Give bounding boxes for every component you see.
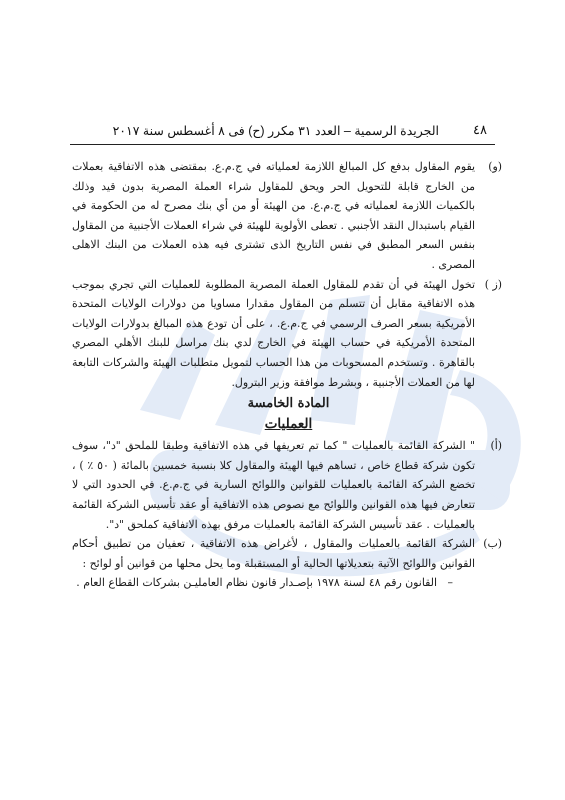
clause-text: يقوم المقاول بدفع كل المبالغ اللازمة لعملياته في ج.م.ع. بمقتضى هذه الاتفاقية بعملات من الخارج قابلة للتحويل الحر ويحق للمقاول شراء العملة المصرية بدون قيد وذلك بالكميات اللازمة لعملياته في ج.م.ع. من الهيئة أو من أي بنك مصرح له من الحكومة في القيام باستبدال النقد الأجنبي . تعطى الأولوية للهيئة في شراء العملات الأجنبية من المقاول بنفس السعر المطبق في نفس التاريخ الذى تشترى فيه هذه العملات من البنك الاهلى المصرى . — [72, 160, 475, 271]
clause-marker: (و) — [488, 160, 502, 173]
clause-w — [72, 157, 505, 275]
item-a — [72, 436, 505, 534]
item-b — [72, 534, 505, 593]
page-header — [70, 122, 487, 142]
clause-z — [72, 275, 505, 393]
sub-item — [72, 573, 475, 593]
header-title: الجريدة الرسمية – العدد ٣١ مكرر (ح) فى ٨ أغسطس سنة ٢٠١٧ — [112, 124, 439, 138]
page-number: ٤٨ — [473, 122, 487, 137]
clause-marker: (ز ) — [484, 277, 502, 291]
article-title: المادة الخامسة — [247, 396, 330, 412]
sub-item-text: القانون رقم ٤٨ لسنة ١٩٧٨ بإصـدار قانون نظام العامليـن بشركات القطاع العام . — [76, 576, 437, 590]
article-subtitle: العمليات — [264, 416, 313, 433]
item-marker: (أ) — [490, 439, 502, 453]
item-text: " الشركة القائمة بالعمليات " كما تم تعريفها في هذه الاتفاقية وطبقا للملحق "د"، سوف تكون شركة قطاع خاص ، تساهم فيها الهيئة والمقاول كلا بنسبة خمسين بالمائة ( ٥٠ ٪ ) ، تخضع الشركة القائمة بالعمليات للقوانين واللوائح السارية في ج.م.ع. في الحدود التي لا تتعارض فيها هذه القوانين واللوائح مع نصوص هذه الاتفاقية أو عقد تأسيس الشركة القائمة بالعمليات . عقد تأسيس الشركة القائمة بالعمليات مرفق بهذه الاتفاقية كملحق "د". — [72, 439, 475, 531]
sub-item-dash: – — [447, 576, 453, 590]
item-text: الشركة القائمة بالعمليات والمقاول ، لأغراض هذه الاتفاقية ، تعفيان من تطبيق أحكام القوانين واللوائح الآتية بتعديلاتها الحالية أو المستقبلة وما يحل محلها من قوانين أو لوائح : — [72, 537, 475, 570]
header-rule — [70, 144, 495, 145]
clause-text: تخول الهيئة في أن تقدم للمقاول العملة المصرية المطلوبة للعمليات التي تجري بموجب هذه الاتفاقية مقابل أن تتسلم من المقاول مقدارا مساويا من دولارات الولايات المتحدة الأمريكية بسعر الصرف الرسمي في ج.م.ع. ، على أن تودع هذه المبالغ بدولارات الولايات المتحدة الأمريكية في حساب الهيئة في الخارج لدي بنك مراسل للبنك الأهلي المصري بالقاهرة . وتستخدم المسحوبات من هذا الحساب لتمويل متطلبات الهيئة والشركات التابعة لها من العملات الأجنبية ، وبشرط موافقة وزير البترول. — [72, 277, 475, 389]
item-marker: (ب) — [483, 537, 502, 551]
page-body — [72, 157, 505, 593]
